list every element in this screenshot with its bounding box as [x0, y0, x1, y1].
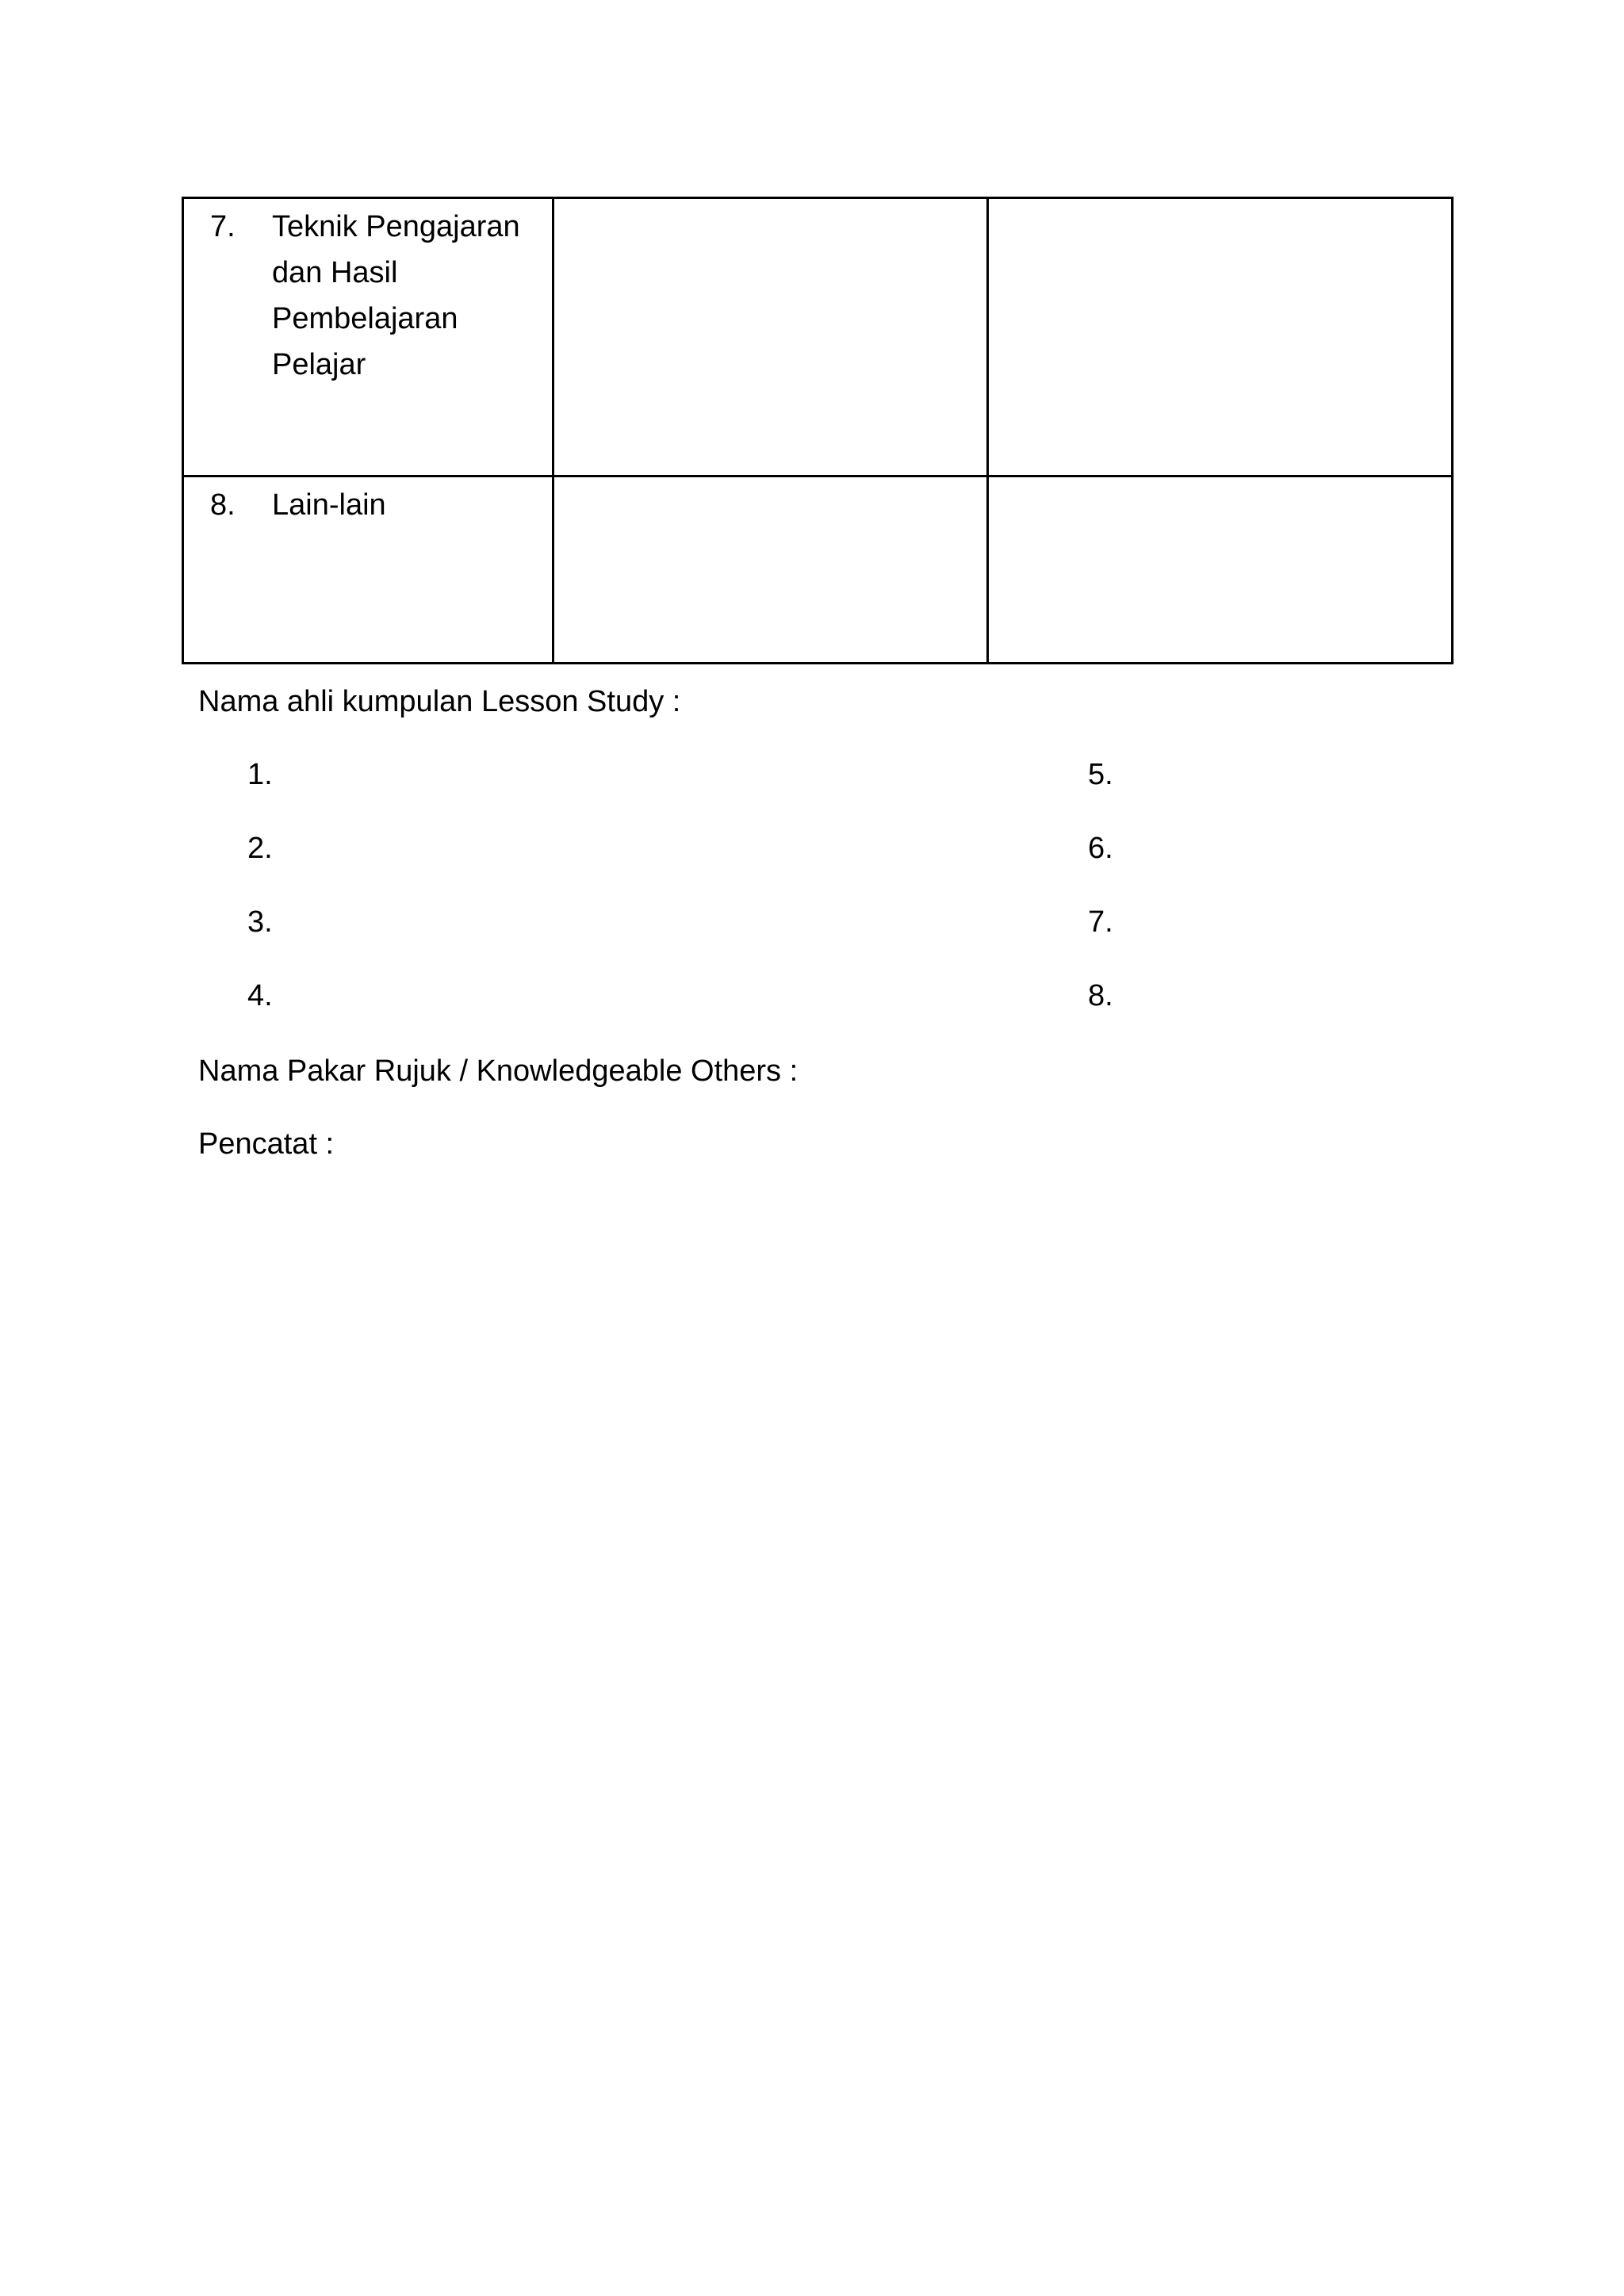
member-number: 6.: [1088, 832, 1113, 865]
notes-cell[interactable]: [553, 198, 988, 476]
member-number: 1.: [247, 758, 273, 791]
member-number: 4.: [247, 979, 273, 1012]
recorder-label: Pencatat :: [198, 1127, 335, 1161]
member-item: [1088, 976, 1113, 1016]
notes-cell[interactable]: [988, 198, 1453, 476]
member-item: [1088, 828, 1113, 868]
table-row: [183, 476, 1453, 664]
member-number: 5.: [1088, 758, 1113, 791]
member-number: 8.: [1088, 979, 1113, 1012]
aspect-cell: [183, 476, 553, 664]
member-number: 2.: [247, 832, 273, 865]
aspect-label: Lain-lain: [272, 488, 386, 522]
member-item: [247, 902, 273, 942]
member-item: [247, 976, 273, 1016]
notes-cell[interactable]: [553, 476, 988, 664]
aspect-number: 8.: [210, 488, 236, 522]
table-row: [183, 198, 1453, 476]
observation-table: [182, 197, 1454, 664]
member-item: [247, 828, 273, 868]
member-number: 7.: [1088, 905, 1113, 939]
aspect-cell: [183, 198, 553, 476]
aspect-label: Teknik Pengajaran dan Hasil Pembelajaran Pelajar: [272, 210, 520, 381]
members-heading: Nama ahli kumpulan Lesson Study :: [198, 685, 681, 718]
member-number: 3.: [247, 905, 273, 939]
notes-cell[interactable]: [988, 476, 1453, 664]
expert-label: Nama Pakar Rujuk / Knowledgeable Others :: [198, 1054, 799, 1088]
aspect-number: 7.: [210, 210, 236, 243]
member-item: [1088, 755, 1113, 794]
member-item: [247, 755, 273, 794]
member-item: [1088, 902, 1113, 942]
